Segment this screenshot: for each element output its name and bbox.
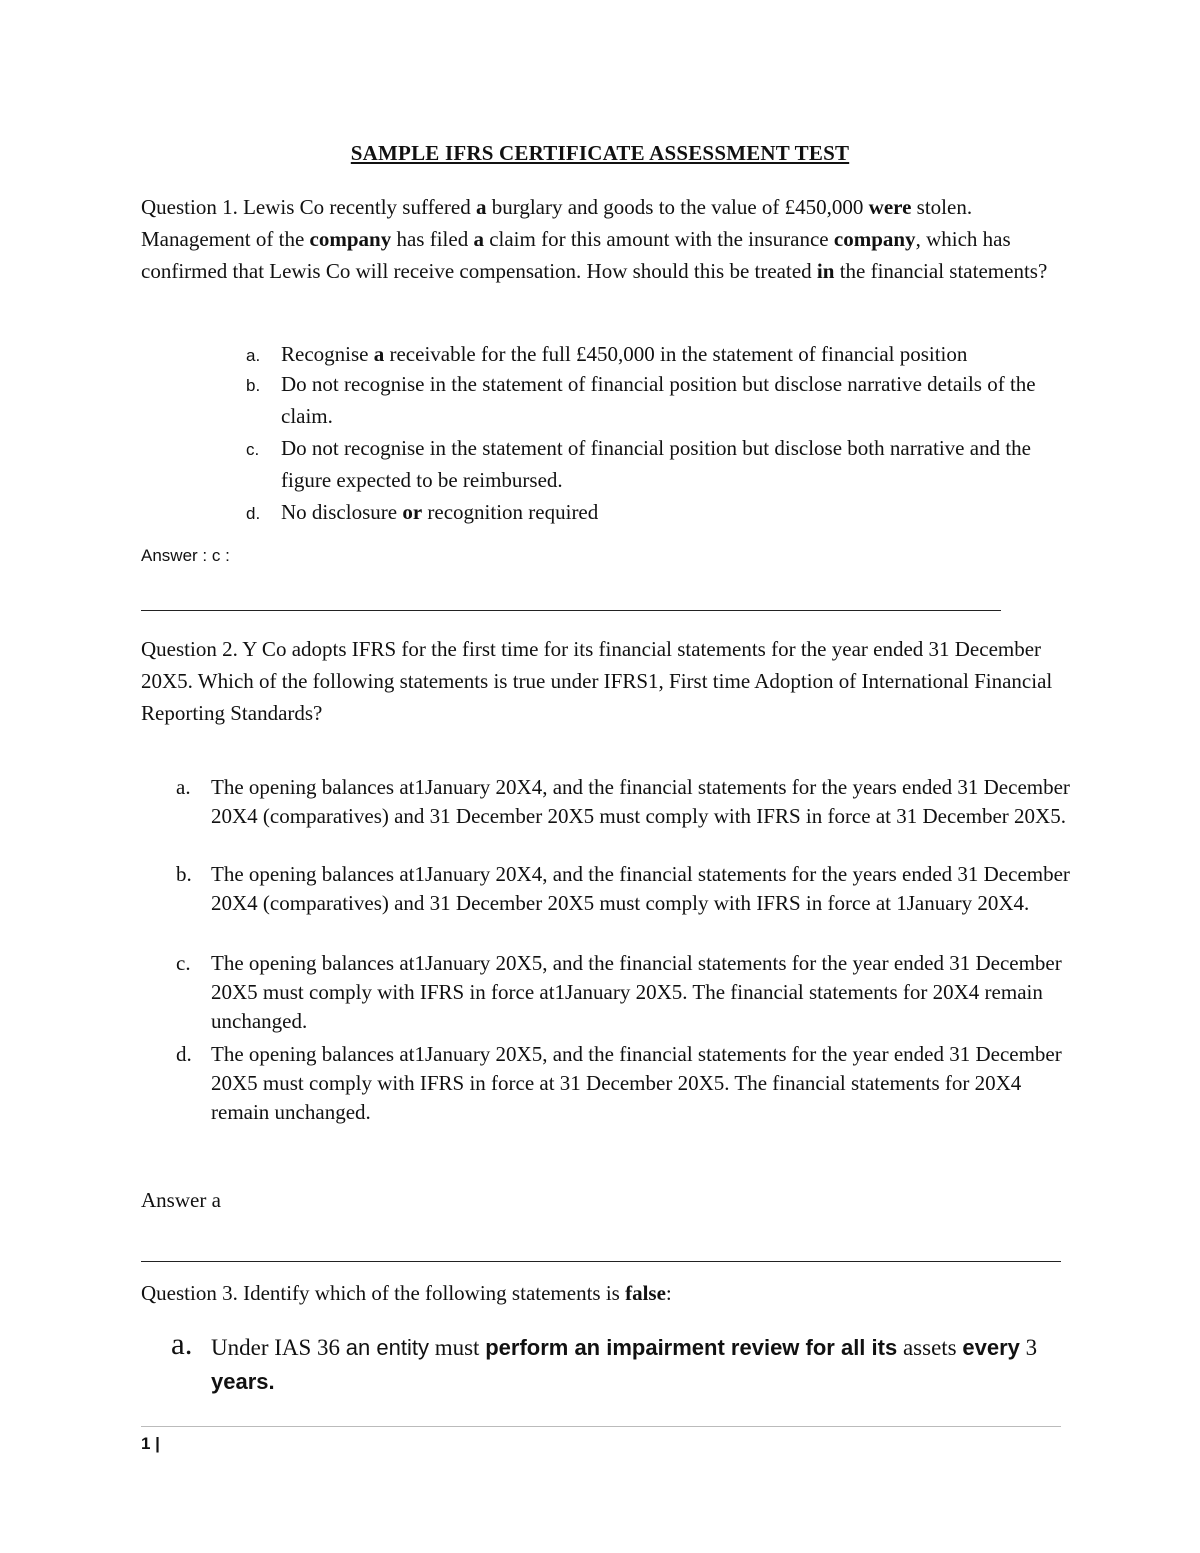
q1-bold-part: company <box>309 227 392 251</box>
option-text-part: must <box>428 1335 486 1360</box>
option-label: c. <box>176 951 191 975</box>
q3-bold-part: false <box>625 1281 666 1305</box>
q3-text-part: : <box>665 1281 672 1305</box>
option-bold-part: a <box>373 342 385 366</box>
option-bold-part: years. <box>211 1369 275 1394</box>
q1-bold-part: a <box>475 195 487 219</box>
q1-bold-part: company <box>833 227 916 251</box>
option-text <box>211 1331 1071 1399</box>
document-title: SAMPLE IFRS CERTIFICATE ASSESSMENT TEST <box>350 141 850 165</box>
option-label: c. <box>246 440 260 459</box>
option-text-part: Recognise <box>281 342 374 366</box>
option-text <box>281 496 1066 528</box>
option-bold-part: or <box>402 500 423 524</box>
option-text: Do not recognise in the statement of financial position but disclose both narrative and the figure expected to be reimbursed. <box>281 436 1031 492</box>
q1-text-part: stolen. Management of the <box>141 195 973 251</box>
option-text-part: 3 <box>1019 1335 1038 1360</box>
divider-line <box>141 610 1001 611</box>
option-label: d. <box>246 504 261 523</box>
q1-text-part: the financial statements? <box>834 259 1048 283</box>
question-2-answer: Answer a <box>141 1188 221 1212</box>
option-label: d. <box>176 1042 192 1066</box>
option-text <box>281 338 1066 370</box>
option-bold-part: perform an impairment review for all its <box>485 1335 898 1360</box>
option-text-part: receivable for the full £450,000 in the statement of financial position <box>384 342 968 366</box>
q1-bold-part: a <box>473 227 484 251</box>
option-label: b. <box>246 376 261 395</box>
option-label: a. <box>176 775 191 799</box>
option-label: a. <box>171 1326 193 1361</box>
q3-text-part: Question 3. Identify which of the following statements is <box>141 1281 626 1305</box>
q1-bold-part: were <box>868 195 912 219</box>
question-3-text <box>141 1277 1061 1309</box>
option-text: The opening balances at1January 20X5, and the financial statements for the year ended 31 December 20X5 must comply with IFRS in force at1January 20X5. The financial statements for 20X4 remain unchanged. <box>211 951 1062 1033</box>
option-text: Do not recognise in the statement of financial position but disclose narrative details of the claim. <box>281 372 1036 428</box>
option-text: The opening balances at1January 20X4, and the financial statements for the years ended 31 December 20X4 (comparatives) and 31 December 20X5 must comply with IFRS in force at 31 December 20X5. <box>211 775 1070 828</box>
option-text-part: assets <box>897 1335 963 1360</box>
question-1-answer: Answer : c : <box>141 546 230 565</box>
option-text-part: No disclosure <box>281 500 403 524</box>
q1-bold-part: in <box>816 259 835 283</box>
option-text: The opening balances at1January 20X4, and the financial statements for the years ended 31 December 20X4 (comparatives) and 31 December 20X5 must comply with IFRS in force at 1January 20X4. <box>211 862 1070 915</box>
q1-text-part: claim for this amount with the insurance <box>483 227 834 251</box>
option-text-part: Under IAS 36 <box>211 1335 346 1360</box>
question-1-text <box>141 191 1061 287</box>
option-text: The opening balances at1January 20X5, and the financial statements for the year ended 31 December 20X5 must comply with IFRS in force at 31 December 20X5. The financial statements for 20X4 remain unchanged. <box>211 1042 1062 1124</box>
q1-text-part: has filed <box>391 227 474 251</box>
q1-text-part: , which has confirmed that Lewis Co will receive compensation. How should this be treated <box>141 227 1011 283</box>
option-label: a. <box>246 346 261 365</box>
divider-line <box>141 1261 1061 1262</box>
option-text-part: an entity <box>345 1335 429 1360</box>
page-number: 1 | <box>141 1434 160 1453</box>
q1-text-part: burglary and goods to the value of £450,000 <box>486 195 869 219</box>
option-bold-part: every <box>962 1335 1020 1360</box>
option-text-part: recognition required <box>422 500 599 524</box>
option-label: b. <box>176 862 192 886</box>
footer-divider <box>141 1426 1061 1427</box>
question-2-text: Question 2. Y Co adopts IFRS for the first time for its financial statements for the year ended 31 December 20X5. Which of the following statements is true under IFRS1, First time Adoption of International Financial Reporting Standards? <box>141 637 1053 725</box>
q1-text-part: Question 1. Lewis Co recently suffered <box>141 195 476 219</box>
